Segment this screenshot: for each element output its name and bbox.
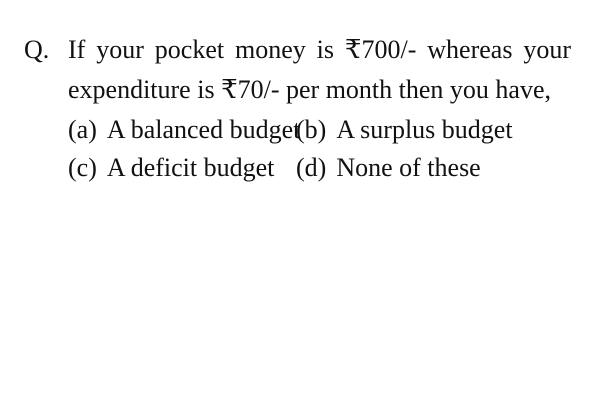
option-d bbox=[296, 148, 481, 188]
option-c-marker: (c) bbox=[68, 153, 97, 182]
option-a-text: A balanced budget bbox=[106, 115, 301, 144]
option-d-marker: (d) bbox=[296, 153, 327, 182]
option-c-text: A deficit budget bbox=[106, 153, 275, 182]
option-a-marker: (a) bbox=[68, 115, 97, 144]
option-b-text: A surplus budget bbox=[336, 115, 513, 144]
option-b-marker: (b) bbox=[296, 115, 327, 144]
question-stem-line-2: expenditure is ₹70/- per month then you have, bbox=[68, 75, 551, 104]
question-label: Q. bbox=[24, 35, 50, 64]
option-c bbox=[68, 148, 274, 188]
option-d-text: None of these bbox=[336, 153, 481, 182]
option-b bbox=[296, 110, 513, 150]
question-stem-line-1: If your pocket money is ₹700/- whereas your bbox=[68, 35, 571, 64]
option-a bbox=[68, 110, 300, 150]
